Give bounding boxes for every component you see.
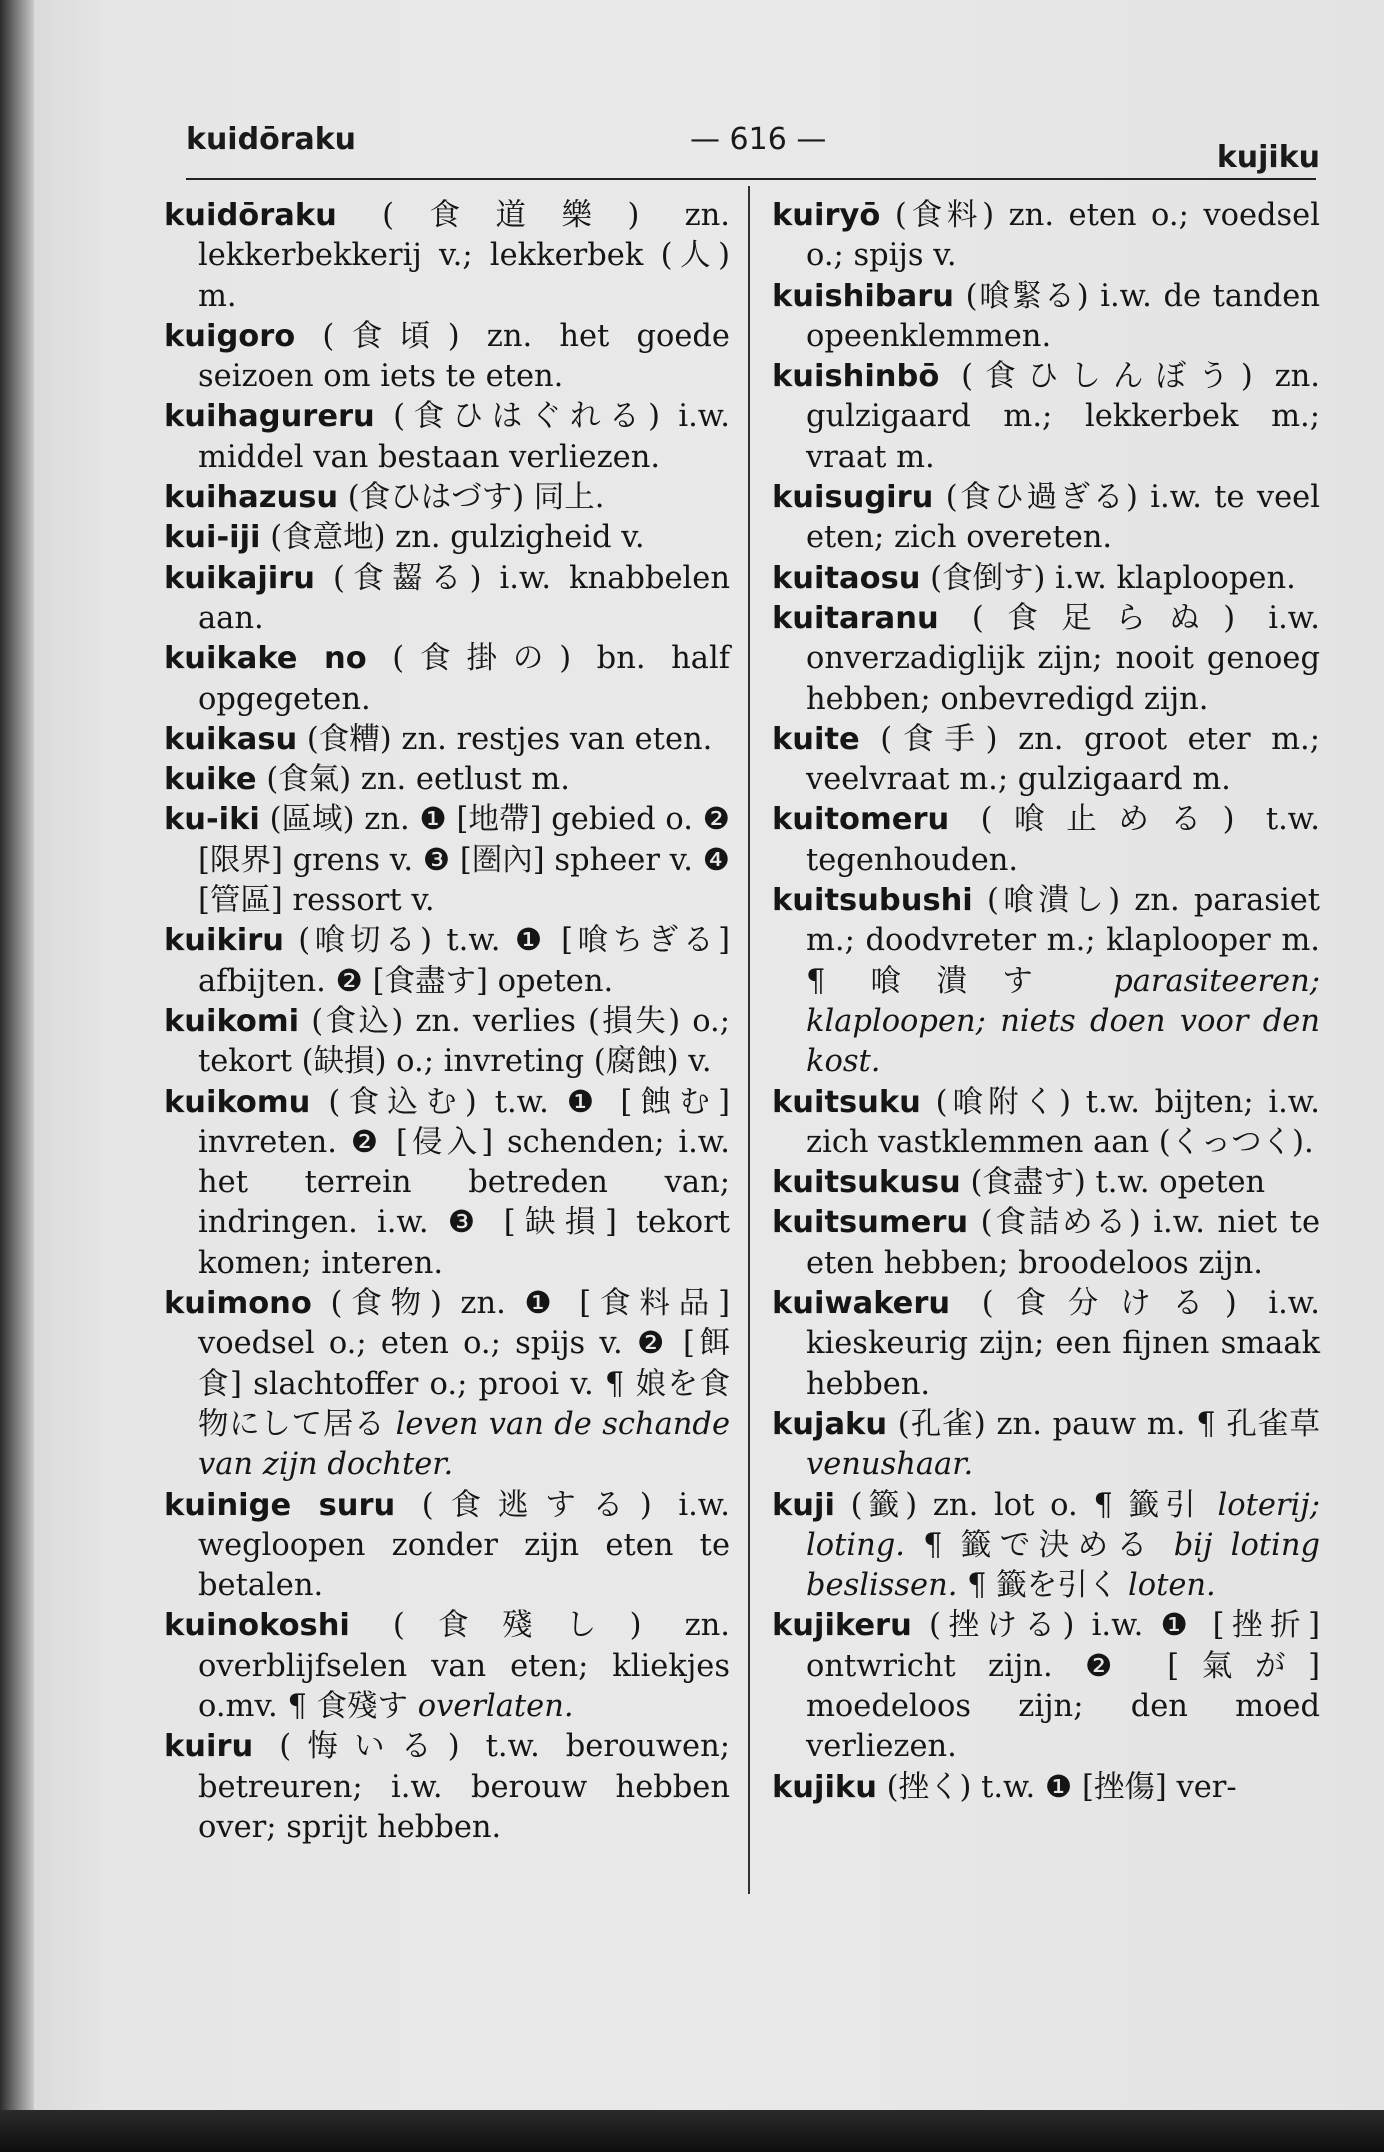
example-japanese: ¶ 籤を引く: [967, 1568, 1119, 1604]
gloss: (食逃する) i.w. wegloopen zonder zijn eten te betalen.: [198, 1487, 730, 1604]
right-column: [772, 196, 1320, 1808]
entry: [772, 1163, 1320, 1203]
gloss: (喰潰し) zn. parasiet m.; doodvreter m.; klaplooper m.: [806, 883, 1321, 959]
page-bottom-shadow: [0, 2110, 1384, 2152]
gloss: (食込む) t.w. ❶ [蝕む] invreten. ❷ [侵入] schenden; i.w. het terrein betreden van; indringen. i.w. ❸ [缺損] tekort komen; interen.: [198, 1084, 730, 1281]
gloss: (食齧る) i.w. knabbelen aan.: [198, 560, 730, 636]
headword: kuitsumeru: [772, 1205, 969, 1241]
entry: [164, 1083, 730, 1284]
gloss: (食盡す) t.w. opeten: [970, 1165, 1266, 1201]
gloss: (喰緊る) i.w. de tanden opeenklemmen.: [806, 278, 1320, 354]
entry: [772, 1486, 1320, 1607]
headword: kuitaosu: [772, 560, 921, 596]
headword: kuitsukusu: [772, 1165, 961, 1201]
header-rule: [186, 178, 1316, 180]
headword: kuji: [772, 1487, 835, 1523]
entry: [772, 720, 1320, 801]
gloss: (食料) zn. eten o.; voedsel o.; spijs v.: [806, 198, 1320, 274]
entry: [772, 277, 1320, 358]
gloss: (食掛の) bn. half opgegeten.: [198, 641, 731, 717]
headword: kuinige suru: [164, 1487, 396, 1523]
entry: [164, 1284, 730, 1485]
gloss: (食氣) zn. eetlust m.: [266, 762, 570, 798]
headword: kuishinbō: [772, 359, 940, 395]
headword: kuisugiru: [772, 480, 934, 516]
gloss: (食ひしんぼう) zn. gulzigaard m.; lekkerbek m.; vraat m.: [806, 359, 1320, 475]
example-japanese: ¶ 籤引: [1093, 1487, 1202, 1523]
headword: kuike: [164, 762, 257, 798]
entry: [164, 478, 730, 518]
gloss: (食詰める) i.w. niet te eten hebben; broodeloos zijn.: [806, 1205, 1320, 1281]
headword: kuishibaru: [772, 278, 954, 314]
headword: kuihazusu: [164, 480, 339, 516]
entry: [164, 397, 730, 478]
headword: kujaku: [772, 1406, 888, 1442]
gloss: (食足らぬ) i.w. onverzadiglijk zijn; nooit genoeg hebben; onbevredigd zijn.: [806, 600, 1320, 717]
headword: kuikake no: [164, 641, 367, 677]
entry: [164, 317, 730, 398]
entry: [164, 518, 730, 558]
page-number: — 616 —: [690, 122, 827, 157]
entry: [772, 800, 1320, 881]
example-translation: venushaar.: [806, 1447, 974, 1483]
headword: kuitsuku: [772, 1084, 921, 1120]
gloss: (挫く) t.w. ❶ [挫傷] ver-: [886, 1769, 1237, 1805]
headword: kujikeru: [772, 1608, 912, 1644]
example-japanese: ¶ 喰潰す: [806, 963, 1069, 999]
headword: kuimono: [164, 1286, 312, 1322]
entry: [164, 1486, 730, 1607]
headword: kuinokoshi: [164, 1608, 350, 1644]
entry: [164, 559, 730, 640]
headword: kuitomeru: [772, 802, 950, 838]
headword: ku-iki: [164, 802, 260, 838]
entry: [772, 881, 1320, 1082]
headword: kuiru: [164, 1729, 254, 1765]
book-binding-shadow: [0, 0, 34, 2152]
example-translation: bij loting beslissen.: [806, 1527, 1320, 1604]
headword: kuikajiru: [164, 560, 315, 596]
gloss: (籤) zn. lot o.: [850, 1487, 1078, 1523]
gloss: (食道樂) zn. lekkerbekkerij v.; lekkerbek (人) m.: [198, 198, 730, 314]
headword: kujiku: [772, 1769, 877, 1805]
gloss: (食殘し) zn. overblijfselen van eten; kliekjes o.mv.: [198, 1608, 730, 1724]
headword: kuigoro: [164, 318, 296, 354]
gloss: (悔いる) t.w. berouwen; betreuren; i.w. berouw hebben over; sprijt hebben.: [198, 1729, 730, 1845]
entry: [772, 196, 1320, 277]
headword: kui-iji: [164, 520, 261, 556]
entry: [772, 1083, 1320, 1164]
gloss: (食頃) zn. het goede seizoen om iets te eten.: [198, 318, 730, 395]
gloss: (食ひはぐれる) i.w. middel van bestaan verliezen.: [198, 399, 730, 475]
example-translation: leven van de schande van zijn dochter.: [198, 1406, 730, 1483]
entry: [164, 1002, 730, 1083]
gloss: (食物) zn. ❶ [食料品] voedsel o.; eten o.; spijs v. ❷ [餌食] slachtoffer o.; prooi v.: [198, 1286, 730, 1402]
headword: kuiwakeru: [772, 1286, 951, 1322]
gloss: (食糟) zn. restjes van eten.: [306, 721, 713, 757]
headword: kuidōraku: [164, 198, 337, 233]
gloss: (食込) zn. verlies (損失) o.; tekort (缺損) o.; invreting (腐蝕) v.: [198, 1003, 730, 1080]
headword: kuitsubushi: [772, 883, 973, 919]
gloss: (孔雀) zn. pauw m.: [897, 1406, 1186, 1442]
headword: kuikiru: [164, 923, 284, 959]
example-translation: loterij; loting.: [806, 1487, 1320, 1563]
example-japanese: ¶ 食殘す: [287, 1688, 409, 1724]
gloss: (區域) zn. ❶ [地帶] gebied o. ❷ [限界] grens v. ❸ [圏內] spheer v. ❹ [管區] ressort v.: [198, 802, 730, 919]
example-japanese: ¶ 娘を食物にして居る: [198, 1366, 731, 1442]
running-head: [160, 118, 1320, 175]
headword: kuite: [772, 721, 860, 757]
entry: [772, 1606, 1320, 1767]
example-translation: loten.: [1127, 1568, 1216, 1604]
entry: [164, 1727, 730, 1848]
column-divider: [748, 186, 750, 1894]
entry: [772, 1203, 1320, 1284]
entry: [164, 921, 730, 1002]
entry: [164, 760, 730, 800]
guide-word-right: kujiku: [1216, 140, 1320, 175]
gloss: (食倒す) i.w. klaploopen.: [930, 560, 1296, 596]
entry: [772, 357, 1320, 478]
entry: [772, 1284, 1320, 1405]
gloss: (喰止める) t.w. tegenhouden.: [806, 802, 1320, 878]
left-column: [164, 196, 730, 1848]
entry: [772, 1405, 1320, 1486]
entry: [164, 800, 730, 921]
entry: [164, 720, 730, 760]
headword: kuiryō: [772, 198, 881, 233]
headword: kuikasu: [164, 721, 298, 757]
gloss: (喰附く) t.w. bijten; i.w. zich vastklemmen aan (くっつく).: [806, 1084, 1320, 1160]
entry: [164, 1606, 730, 1727]
entry: [772, 599, 1320, 720]
gloss: (食ひ過ぎる) i.w. te veel eten; zich overeten.: [806, 480, 1320, 556]
headword: kuitaranu: [772, 600, 939, 636]
gloss: (喰切る) t.w. ❶ [喰ちぎる] afbijten. ❷ [食盡す] opeten.: [198, 923, 730, 999]
headword: kuihagureru: [164, 399, 375, 435]
headword: kuikomi: [164, 1003, 300, 1039]
example-japanese: ¶ 籤で決める: [923, 1527, 1156, 1563]
gloss: (挫ける) i.w. ❶ [挫折] ontwricht zijn. ❷ [氣が] moedeloos zijn; den moed verliezen.: [806, 1608, 1320, 1765]
entry: [164, 639, 730, 720]
gloss: (食意地) zn. gulzigheid v.: [270, 520, 645, 556]
entry: [772, 1768, 1320, 1808]
example-translation: overlaten.: [417, 1688, 574, 1724]
gloss: (食手) zn. groot eter m.; veelvraat m.; gulzigaard m.: [806, 721, 1320, 798]
gloss: (食分ける) i.w. kieskeurig zijn; een fijnen smaak hebben.: [806, 1286, 1320, 1402]
headword: kuikomu: [164, 1084, 311, 1120]
gloss: (食ひはづす) 同上.: [347, 480, 605, 516]
entry: [772, 559, 1320, 599]
entry: [164, 196, 730, 317]
guide-word-left: kuidōraku: [186, 122, 357, 157]
example-translation: parasiteeren; klaploopen; niets doen voor den kost.: [806, 963, 1320, 1080]
example-japanese: ¶ 孔雀草: [1196, 1406, 1320, 1442]
entry: [772, 478, 1320, 559]
